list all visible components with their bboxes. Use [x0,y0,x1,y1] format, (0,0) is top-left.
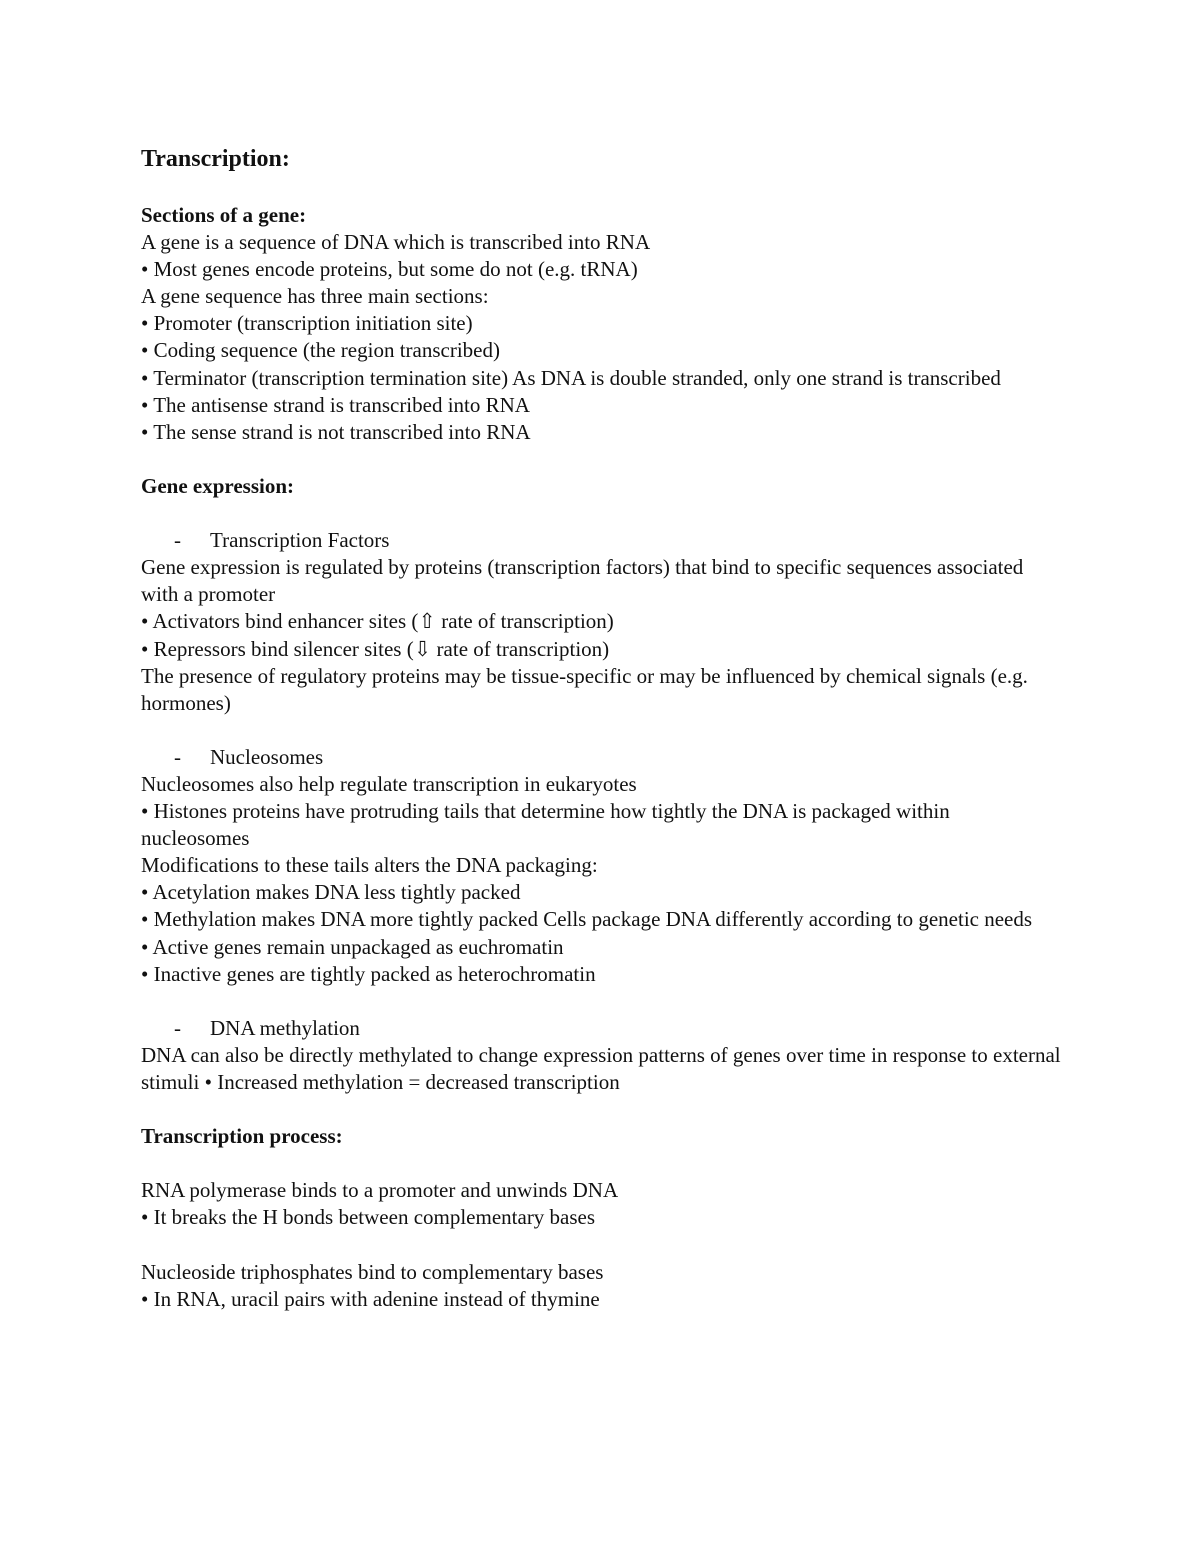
text-line: Gene expression is regulated by proteins (transcription factors) that bind to specific sequences associated with a promoter [141,555,1024,607]
bullet-item: • Repressors bind silencer sites (⇩ rate of transcription) [141,636,610,661]
spacer [141,446,1061,473]
subsection-label: Nucleosomes [210,744,324,769]
section-transcription-process [141,1123,1061,1313]
bullet-item: • Promoter (transcription initiation site) [141,311,473,336]
text-line: RNA polymerase binds to a promoter and unwinds DNA [141,1178,619,1203]
section-heading: Gene expression: [141,473,295,498]
spacer [141,1150,1061,1177]
spacer [141,717,1061,744]
text-line: Modifications to these tails alters the DNA packaging: [141,853,598,878]
text-line: The presence of regulatory proteins may be tissue-specific or may be influenced by chemical signals (e.g. hormones) [141,663,1028,715]
dash-marker: - [174,528,181,553]
section-heading: Sections of a gene: [141,203,307,227]
text-line: A gene is a sequence of DNA which is transcribed into RNA [141,230,651,255]
spacer [141,1096,1061,1123]
subsection-label: Transcription Factors [210,528,390,553]
bullet-item: • Activators bind enhancer sites (⇧ rate of transcription) [141,609,614,634]
bullet-item: • Inactive genes are tightly packed as heterochromatin [141,961,596,986]
section-heading: Transcription process: [141,1124,343,1149]
text-line: DNA can also be directly methylated to change expression patterns of genes over time in response to external stimuli • Increased methylation = decreased transcription [141,1042,1061,1094]
subsection-transcription-factors [141,527,1061,554]
bullet-item: • Histones proteins have protruding tails that determine how tightly the DNA is packaged within nucleosomes [141,799,950,851]
spacer [141,1232,1061,1259]
section-gene-expression [141,473,1061,1096]
dash-marker: - [174,744,181,769]
bullet-item: • Coding sequence (the region transcribed) [141,338,500,363]
text-line: Nucleosomes also help regulate transcription in eukaryotes [141,771,637,796]
document-page [141,144,1061,1313]
bullet-item: • Active genes remain unpackaged as euchromatin [141,934,564,959]
bullet-item: • The antisense strand is transcribed into RNA [141,392,530,417]
bullet-item: • The sense strand is not transcribed into RNA [141,419,531,444]
bullet-item: • It breaks the H bonds between complementary bases [141,1205,596,1230]
spacer [141,988,1061,1015]
subsection-label: DNA methylation [210,1015,360,1040]
bullet-item: • Terminator (transcription termination site) As DNA is double stranded, only one strand is transcribed [141,365,1001,390]
spacer [141,500,1061,527]
text-line: Nucleoside triphosphates bind to complementary bases [141,1259,604,1284]
subsection-nucleosomes [141,744,1061,771]
bullet-item: • Methylation makes DNA more tightly packed Cells package DNA differently according to genetic needs [141,907,1033,932]
dash-marker: - [174,1015,181,1040]
bullet-item: • Acetylation makes DNA less tightly packed [141,880,521,905]
text-line: A gene sequence has three main sections: [141,284,489,309]
document-title: Transcription: [141,146,290,172]
bullet-item: • Most genes encode proteins, but some do not (e.g. tRNA) [141,257,638,282]
bullet-item: • In RNA, uracil pairs with adenine instead of thymine [141,1286,600,1311]
section-sections-of-gene [141,202,1061,446]
subsection-dna-methylation [141,1015,1061,1042]
